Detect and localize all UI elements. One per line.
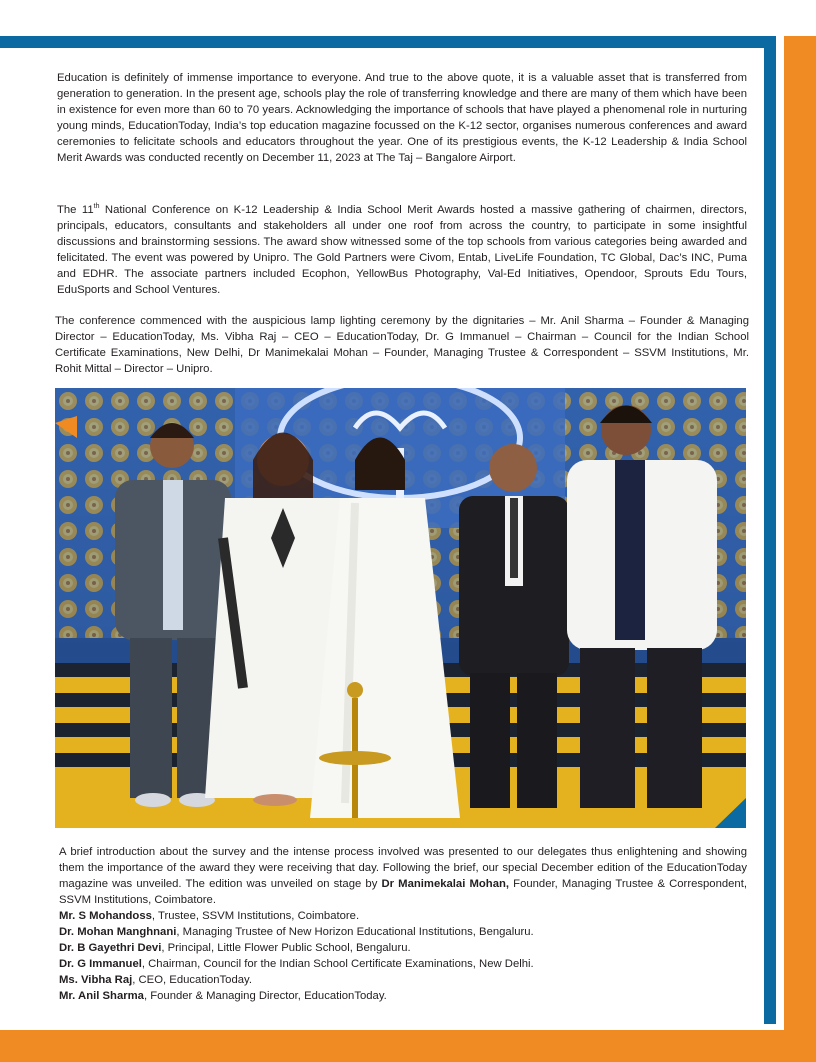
conference-paragraph-start: The 11: [57, 204, 94, 216]
dignitary-line: [59, 908, 747, 924]
dignitary-line: [59, 988, 747, 1004]
dignitary-line: [59, 972, 747, 988]
lamp-lighting-paragraph: The conference commenced with the auspicious lamp lighting ceremony by the dignitaries – Mr. Anil Sharma – Founder & Managing Director – EducationToday, Ms. Vibha Raj – CEO – EducationToday, Dr. G Immanuel – Chairman – Council for the Indian School Certificate Examinations, New Delhi, Dr Manimekalai Mohan – Founder, Managing Trustee & Correspondent – SSVM Institutions, Mr. Rohit Mittal – Director – Unipro.: [55, 315, 749, 375]
conference-paragraph-rest: National Conference on K-12 Leadership & India School Merit Awards hosted a massive gathering of chairmen, directors, principals, educators, consultants and stakeholders all under one roof from across the country, to participate in some insightful discussions and brainstorming sessions. The award show witnessed some of the top schools from various categories being awarded and felicitated. The event was powered by Unipro. The Gold Partners were Civom, Entab, LiveLife Foundation, TC Global, Dac’s INC, Puma and EDHR. The associate partners included Ecophon, YellowBus Photography, Val-Ed Initiatives, Opendoor, Sprouts Edu Tours, EduSports and School Ventures.: [57, 204, 747, 296]
dignitary-role: , CEO, EducationToday.: [132, 974, 252, 986]
unveiling-text: A brief introduction about the survey and the intense process involved was presented to our delegates thus enlightening and showing them the importance of the award they were receiving that day. Following the brief, our special December edition of the EducationToday magazine was unveiled. The edition was unveiled on stage by: [59, 846, 747, 890]
right-orange-bar: [784, 36, 816, 1062]
right-blue-bar: [764, 36, 776, 1024]
dignitary-name: Ms. Vibha Raj: [59, 974, 133, 986]
dignitary-line: [59, 940, 747, 956]
dignitary-role: , Principal, Little Flower Public School, Bengaluru.: [161, 942, 411, 954]
intro-paragraph: Education is definitely of immense importance to everyone. And true to the above quote, it is a valuable asset that is transferred from generation to generation. In the present age, schools play the role of transferring knowledge and there are many of them which have been in existence for even more than 60 to 70 years. Acknowledging the importance of schools that have played a phenomenal role in nurturing young minds, EducationToday, India’s top education magazine focussed on the K-12 sector, organises numerous conferences and award ceremonies to felicitate schools and educators throughout the year. One of its prestigious events, the K-12 Leadership & India School Merit Awards was conducted recently on December 11, 2023 at The Taj – Bangalore Airport.: [57, 72, 747, 164]
dignitary-role: , Chairman, Council for the Indian School Certificate Examinations, New Delhi.: [141, 958, 534, 970]
dignitary-line: [59, 956, 747, 972]
top-blue-bar: [0, 36, 776, 48]
conference-paragraph: [57, 202, 747, 298]
dignitary-role: , Managing Trustee of New Horizon Educational Institutions, Bengaluru.: [176, 926, 534, 938]
dignitary-name: Mr. S Mohandoss: [59, 910, 152, 922]
dignitary-name: Dr. B Gayethri Devi: [59, 942, 162, 954]
dignitary-name: Dr. G Immanuel: [59, 958, 142, 970]
event-photo: [55, 388, 746, 828]
ordinal-suffix: th: [93, 203, 100, 211]
bottom-orange-bar: [0, 1030, 816, 1062]
dignitary-line: [59, 924, 747, 940]
dignitary-name: Dr. Mohan Manghnani: [59, 926, 177, 938]
unveiler-role: Founder, Managing Trustee & Correspondent, SSVM Institutions, Coimbatore.: [59, 878, 747, 906]
dignitary-role: , Trustee, SSVM Institutions, Coimbatore.: [151, 910, 360, 922]
unveiler-name: Dr Manimekalai Mohan,: [381, 878, 510, 890]
unveiling-paragraph: [59, 844, 747, 908]
dignitary-role: , Founder & Managing Director, EducationToday.: [143, 990, 387, 1002]
awards-unveiling-section: [59, 844, 747, 1004]
dignitary-name: Mr. Anil Sharma: [59, 990, 144, 1002]
